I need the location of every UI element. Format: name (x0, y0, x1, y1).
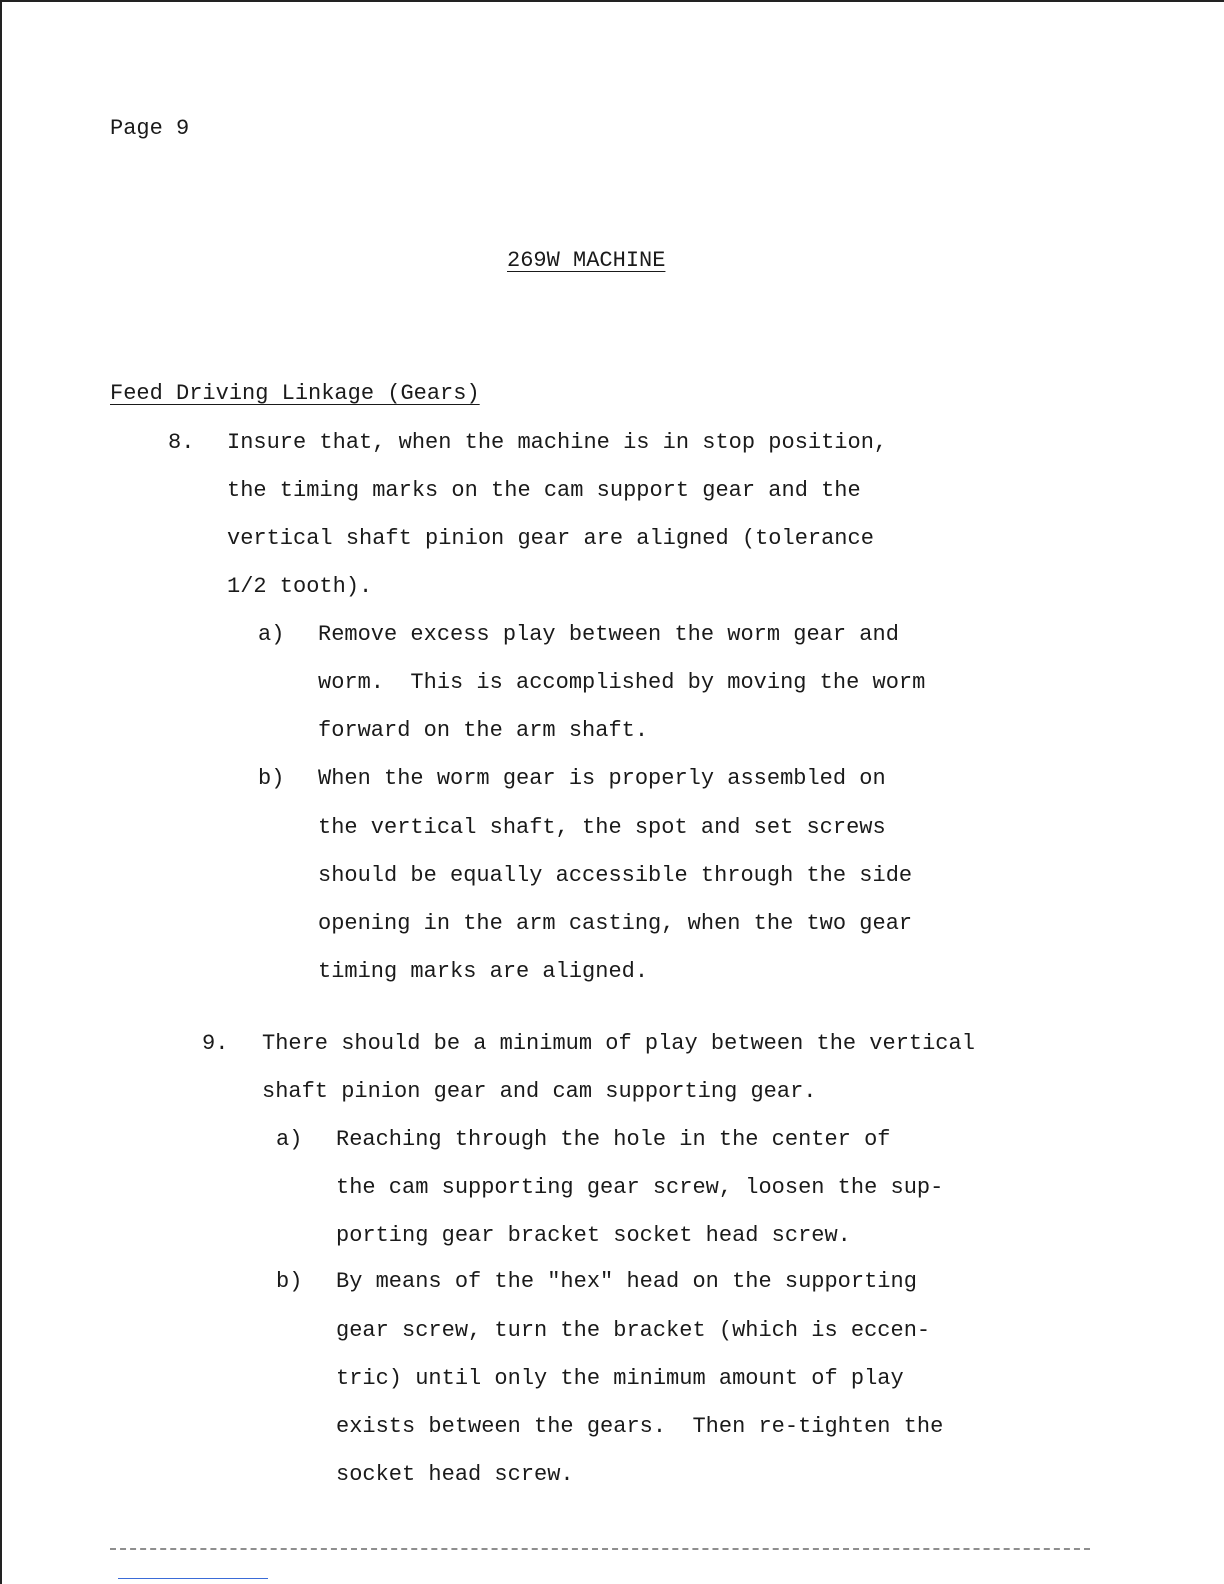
subitem-line: worm. This is accomplished by moving the worm (318, 670, 926, 695)
subitem-line: porting gear bracket socket head screw. (336, 1223, 851, 1248)
subitem-label: b) (258, 766, 285, 791)
subitem-line: the vertical shaft, the spot and set screws (318, 815, 886, 840)
subitem-line: By means of the "hex" head on the supporting (336, 1269, 917, 1294)
subitem-line: Reaching through the hole in the center of (336, 1127, 891, 1152)
subitem-line: opening in the arm casting, when the two gear (318, 911, 913, 936)
subitem-line: When the worm gear is properly assembled on (318, 766, 886, 791)
subitem-label: a) (258, 622, 285, 647)
subitem-line: Remove excess play between the worm gear and (318, 622, 899, 647)
page-left-border (0, 0, 2, 1584)
subitem-label: b) (276, 1269, 303, 1294)
subitem-line: forward on the arm shaft. (318, 718, 649, 743)
item-line: Insure that, when the machine is in stop position, (227, 430, 888, 455)
subitem-line: timing marks are aligned. (318, 959, 649, 984)
document-title: 269W MACHINE (507, 248, 666, 273)
section-heading: Feed Driving Linkage (Gears) (110, 381, 480, 406)
page-number: Page 9 (110, 116, 190, 141)
item-number: 8. (168, 430, 195, 455)
subitem-line: exists between the gears. Then re-tighten the (336, 1414, 944, 1439)
item-line: 1/2 tooth). (227, 574, 373, 599)
subitem-label: a) (276, 1127, 303, 1152)
item-line: vertical shaft pinion gear are aligned (tolerance (227, 526, 874, 551)
scan-artifact-mark (118, 1578, 268, 1579)
subitem-line: socket head screw. (336, 1462, 574, 1487)
scan-artifact-line (110, 1548, 1090, 1550)
item-line: There should be a minimum of play between the vertical (262, 1031, 975, 1056)
subitem-line: should be equally accessible through the side (318, 863, 913, 888)
item-number: 9. (202, 1031, 229, 1056)
item-line: the timing marks on the cam support gear and the (227, 478, 861, 503)
subitem-line: tric) until only the minimum amount of play (336, 1366, 904, 1391)
item-line: shaft pinion gear and cam supporting gear. (262, 1079, 817, 1104)
subitem-line: the cam supporting gear screw, loosen the sup- (336, 1175, 944, 1200)
page-top-border (0, 0, 1224, 2)
subitem-line: gear screw, turn the bracket (which is eccen- (336, 1318, 931, 1343)
